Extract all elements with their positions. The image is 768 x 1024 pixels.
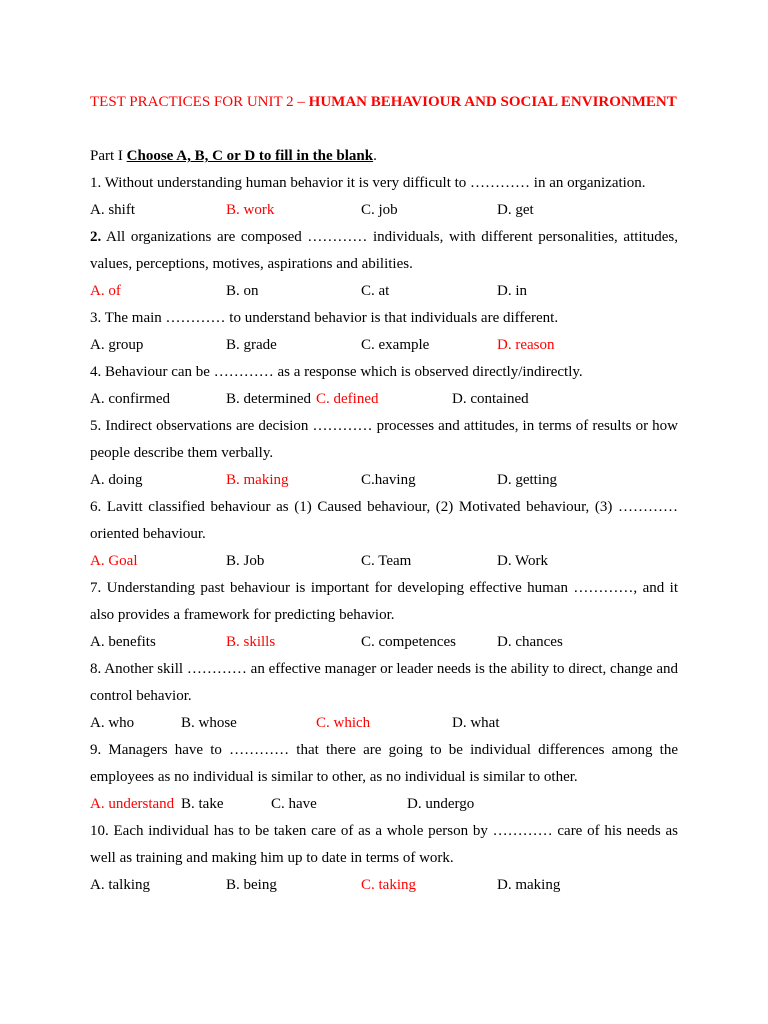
option-c-answer: C. which xyxy=(316,715,371,731)
question-text: Understanding past behaviour is important for developing effective human …………, and it also provides a framework for predicting behavior. xyxy=(90,580,678,623)
option-d: D. contained xyxy=(452,391,529,407)
option-a: A. confirmed xyxy=(90,391,170,407)
part-heading xyxy=(90,143,678,170)
question-8 xyxy=(90,656,678,710)
question-9 xyxy=(90,737,678,791)
options-row xyxy=(90,197,678,224)
option-d: D. get xyxy=(497,202,534,218)
option-d: D. undergo xyxy=(407,796,475,812)
options-row xyxy=(90,548,678,575)
question-number: 5. xyxy=(90,418,102,434)
question-number: 9. xyxy=(90,742,102,758)
option-a-answer: A. of xyxy=(90,283,121,299)
option-b: B. grade xyxy=(226,337,277,353)
spacer xyxy=(90,115,678,143)
document-title xyxy=(90,89,678,115)
question-number: 3. xyxy=(90,310,102,326)
option-a: A. group xyxy=(90,337,144,353)
options-row xyxy=(90,278,678,305)
document-page xyxy=(90,89,678,899)
option-c: C. job xyxy=(361,202,398,218)
part-label: Part I xyxy=(90,148,127,164)
options-row xyxy=(90,791,678,818)
question-number: 1. xyxy=(90,175,102,191)
option-a-answer: A. Goal xyxy=(90,553,138,569)
option-b: B. take xyxy=(181,796,224,812)
question-2 xyxy=(90,224,678,278)
question-4 xyxy=(90,359,678,386)
option-b: B. Job xyxy=(226,553,265,569)
option-d-answer: D. reason xyxy=(497,337,555,353)
option-c-answer: C. taking xyxy=(361,877,416,893)
option-c: C.having xyxy=(361,472,416,488)
question-number: 8. xyxy=(90,661,102,677)
question-number: 6. xyxy=(90,499,102,515)
option-b: B. being xyxy=(226,877,277,893)
question-10 xyxy=(90,818,678,872)
question-text: Without understanding human behavior it is very difficult to ………… in an organization. xyxy=(101,175,646,191)
question-1 xyxy=(90,170,678,197)
option-c: C. have xyxy=(271,796,317,812)
question-number: 4. xyxy=(90,364,102,380)
title-prefix: TEST PRACTICES FOR UNIT 2 – xyxy=(90,94,309,110)
question-text: All organizations are composed ………… individuals, with different personalities, attitudes, values, perceptions, motives, aspirations and abilities. xyxy=(90,229,678,272)
option-c: C. Team xyxy=(361,553,412,569)
question-text: Indirect observations are decision ………… processes and attitudes, in terms of results or how people describe them verbally. xyxy=(90,418,678,461)
option-a-answer: A. understand xyxy=(90,796,175,812)
part-instruction: Choose A, B, C or D to fill in the blank xyxy=(126,148,374,164)
question-6 xyxy=(90,494,678,548)
question-text: Each individual has to be taken care of as a whole person by ………… care of his needs as well as training and making him up to date in terms of work. xyxy=(90,823,678,866)
title-topic: HUMAN BEHAVIOUR AND SOCIAL ENVIRONMENT xyxy=(308,94,677,110)
option-d: D. in xyxy=(497,283,527,299)
option-b: B. whose xyxy=(181,715,237,731)
option-c: C. competences xyxy=(361,634,456,650)
question-text: Behaviour can be ………… as a response which is observed directly/indirectly. xyxy=(101,364,583,380)
options-row xyxy=(90,467,678,494)
question-text: Another skill ………… an effective manager or leader needs is the ability to direct, change and control behavior. xyxy=(90,661,678,704)
option-a: A. doing xyxy=(90,472,143,488)
option-b: B. on xyxy=(226,283,259,299)
question-5 xyxy=(90,413,678,467)
option-d: D. what xyxy=(452,715,500,731)
option-b-answer: B. making xyxy=(226,472,289,488)
question-number: 7. xyxy=(90,580,102,596)
option-c: C. at xyxy=(361,283,390,299)
options-row xyxy=(90,386,678,413)
option-b-answer: B. work xyxy=(226,202,275,218)
option-a: A. shift xyxy=(90,202,135,218)
option-b-answer: B. skills xyxy=(226,634,276,650)
option-d: D. making xyxy=(497,877,561,893)
option-d: D. Work xyxy=(497,553,549,569)
options-row xyxy=(90,872,678,899)
option-a: A. talking xyxy=(90,877,150,893)
option-c-answer: C. defined xyxy=(316,391,379,407)
question-3 xyxy=(90,305,678,332)
question-text: The main ………… to understand behavior is that individuals are different. xyxy=(101,310,559,326)
question-text: Managers have to ………… that there are going to be individual differences among the employees as no individual is similar to other, as no individual is similar to other. xyxy=(90,742,678,785)
question-7 xyxy=(90,575,678,629)
options-row xyxy=(90,710,678,737)
options-row xyxy=(90,332,678,359)
option-a: A. who xyxy=(90,715,135,731)
option-a: A. benefits xyxy=(90,634,156,650)
option-d: D. getting xyxy=(497,472,557,488)
question-text: Lavitt classified behaviour as (1) Caused behaviour, (2) Motivated behaviour, (3) ………… oriented behaviour. xyxy=(90,499,678,542)
option-b: B. determined xyxy=(226,391,311,407)
part-end: . xyxy=(373,148,377,164)
option-c: C. example xyxy=(361,337,430,353)
question-number: 10. xyxy=(90,823,109,839)
option-d: D. chances xyxy=(497,634,563,650)
options-row xyxy=(90,629,678,656)
question-list xyxy=(90,170,678,899)
question-number: 2. xyxy=(90,229,102,245)
